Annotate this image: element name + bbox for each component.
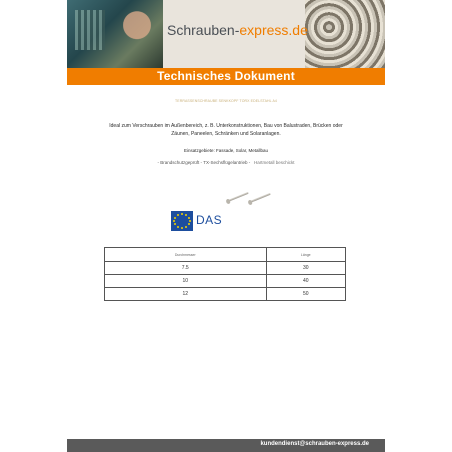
cell-laenge: 40	[266, 275, 346, 288]
product-description: Ideal zum Verschrauben im Außenbereich, z. B. Unterkonstruktionen, Bau von Balustraden, Brücken oder Zäunen, Paneelen, Schränken und Solaranlagen.	[109, 123, 343, 137]
screw-image-2	[250, 193, 271, 203]
document-page	[67, 0, 385, 452]
feature-line	[67, 160, 385, 165]
tools-photo	[67, 0, 163, 68]
table-row	[105, 275, 346, 288]
document-title: Technisches Dokument	[67, 68, 385, 85]
header-banner	[67, 0, 385, 68]
screw-image-1	[228, 192, 249, 202]
brand-logo	[167, 22, 308, 38]
header-laenge: Länge	[266, 248, 346, 262]
footer-email[interactable]: kundendienst@schrauben-express.de	[260, 441, 369, 447]
cell-durchmesser: 7.5	[105, 262, 267, 275]
table-row	[105, 262, 346, 275]
screws-photo	[305, 0, 385, 68]
product-subtitle: TERRASSENSCHRAUBE SENKKOPF TORX EDELSTAHL A4	[175, 99, 277, 103]
feature-list: - Brandschutzgeprüft - TX-Sechsflügelantrieb -	[157, 160, 251, 165]
cell-durchmesser: 12	[105, 288, 267, 301]
cell-durchmesser: 10	[105, 275, 267, 288]
logo-accent: express.de	[239, 22, 308, 38]
table-header-row	[105, 248, 346, 262]
eu-flag-icon	[171, 211, 193, 231]
das-label: DAS	[196, 213, 223, 227]
footer-bar	[67, 439, 385, 452]
dimensions-table	[104, 247, 346, 301]
application-areas: Einsatzgebiete: Fassade, Solar, Metallbau	[183, 148, 269, 153]
logo-main: Schrauben-	[167, 22, 240, 38]
header-durchmesser: Durchmesser	[105, 248, 267, 262]
cell-laenge: 30	[266, 262, 346, 275]
table-row	[105, 288, 346, 301]
feature-extra: Hartmetall beschickt	[253, 160, 295, 165]
cell-laenge: 50	[266, 288, 346, 301]
